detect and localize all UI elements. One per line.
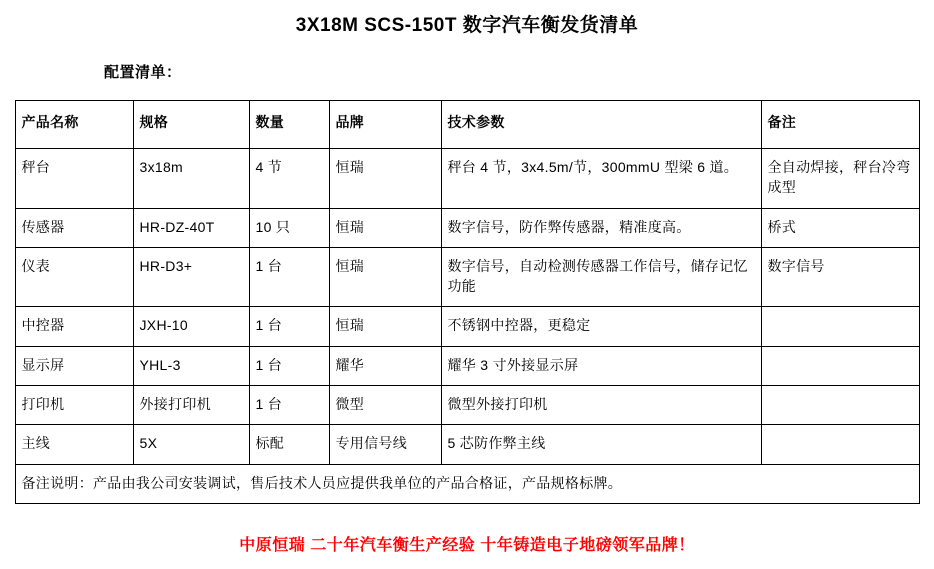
column-header-spec: 规格 bbox=[133, 100, 249, 148]
cell-remark: 数字信号 bbox=[761, 247, 919, 307]
cell-product-name: 传感器 bbox=[15, 208, 133, 247]
cell-product-name: 中控器 bbox=[15, 307, 133, 346]
column-header-name: 产品名称 bbox=[15, 100, 133, 148]
cell-remark bbox=[761, 346, 919, 385]
cell-quantity: 1 台 bbox=[249, 346, 329, 385]
page-title: 3X18M SCS-150T 数字汽车衡发货清单 bbox=[295, 15, 639, 36]
column-header-params: 技术参数 bbox=[441, 100, 761, 148]
cell-spec: YHL-3 bbox=[133, 346, 249, 385]
cell-spec: HR-DZ-40T bbox=[133, 208, 249, 247]
cell-brand: 恒瑞 bbox=[329, 247, 441, 307]
cell-brand: 恒瑞 bbox=[329, 307, 441, 346]
cell-remark bbox=[761, 307, 919, 346]
cell-remark bbox=[761, 425, 919, 464]
table-note-row bbox=[15, 464, 919, 503]
cell-quantity: 10 只 bbox=[249, 208, 329, 247]
cell-brand: 专用信号线 bbox=[329, 425, 441, 464]
cell-quantity: 1 台 bbox=[249, 307, 329, 346]
cell-brand: 恒瑞 bbox=[329, 148, 441, 208]
cell-parameters: 微型外接打印机 bbox=[441, 386, 761, 425]
cell-spec: 3x18m bbox=[133, 148, 249, 208]
cell-spec: 外接打印机 bbox=[133, 386, 249, 425]
table-row bbox=[15, 247, 919, 307]
table-row bbox=[15, 208, 919, 247]
cell-spec: 5X bbox=[133, 425, 249, 464]
column-header-qty: 数量 bbox=[249, 100, 329, 148]
cell-spec: JXH-10 bbox=[133, 307, 249, 346]
cell-quantity: 标配 bbox=[249, 425, 329, 464]
cell-product-name: 显示屏 bbox=[15, 346, 133, 385]
table-row bbox=[15, 386, 919, 425]
cell-product-name: 秤台 bbox=[15, 148, 133, 208]
footer-slogan: 中原恒瑞 二十年汽车衡生产经验 十年铸造电子地磅领军品牌！ bbox=[239, 537, 695, 554]
cell-parameters: 耀华 3 寸外接显示屏 bbox=[441, 346, 761, 385]
table-row bbox=[15, 307, 919, 346]
cell-brand: 耀华 bbox=[329, 346, 441, 385]
cell-brand: 恒瑞 bbox=[329, 208, 441, 247]
cell-parameters: 数字信号，防作弊传感器，精准度高。 bbox=[441, 208, 761, 247]
table-header-row bbox=[15, 100, 919, 148]
cell-spec: HR-D3+ bbox=[133, 247, 249, 307]
cell-parameters: 5 芯防作弊主线 bbox=[441, 425, 761, 464]
cell-remark: 全自动焊接，秤台冷弯成型 bbox=[761, 148, 919, 208]
cell-product-name: 打印机 bbox=[15, 386, 133, 425]
cell-remark: 桥式 bbox=[761, 208, 919, 247]
section-subtitle: 配置清单： bbox=[104, 63, 182, 81]
table-row bbox=[15, 346, 919, 385]
cell-remark bbox=[761, 386, 919, 425]
column-header-remark: 备注 bbox=[761, 100, 919, 148]
column-header-brand: 品牌 bbox=[329, 100, 441, 148]
cell-parameters: 不锈钢中控器，更稳定 bbox=[441, 307, 761, 346]
table-row bbox=[15, 425, 919, 464]
table-row bbox=[15, 148, 919, 208]
cell-product-name: 仪表 bbox=[15, 247, 133, 307]
cell-brand: 微型 bbox=[329, 386, 441, 425]
cell-quantity: 1 台 bbox=[249, 247, 329, 307]
cell-parameters: 数字信号，自动检测传感器工作信号，储存记忆功能 bbox=[441, 247, 761, 307]
cell-quantity: 1 台 bbox=[249, 386, 329, 425]
cell-parameters: 秤台 4 节，3x4.5m/节，300mmU 型梁 6 道。 bbox=[441, 148, 761, 208]
cell-product-name: 主线 bbox=[15, 425, 133, 464]
cell-quantity: 4 节 bbox=[249, 148, 329, 208]
configuration-table bbox=[15, 100, 920, 504]
table-note: 备注说明：产品由我公司安装调试，售后技术人员应提供我单位的产品合格证，产品规格标牌。 bbox=[15, 464, 919, 503]
